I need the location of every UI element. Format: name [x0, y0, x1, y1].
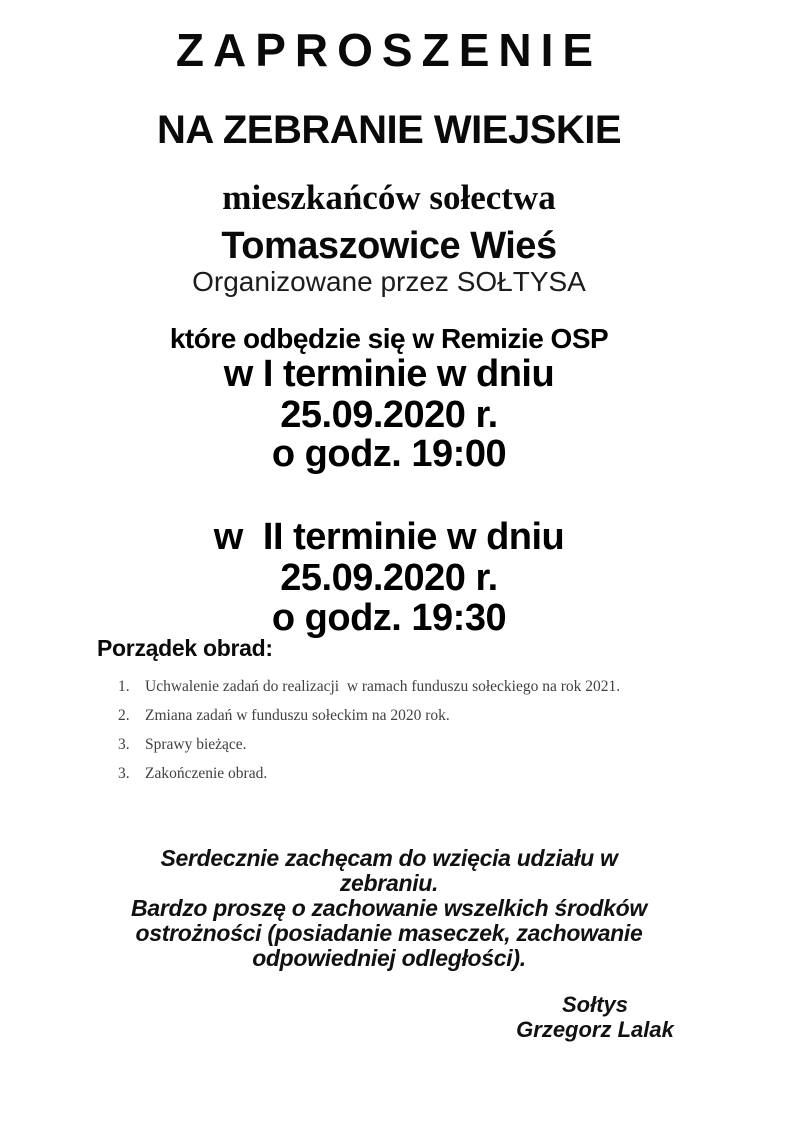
- closing-line: odpowiedniej odległości).: [252, 945, 526, 971]
- agenda-item-number: 3.: [118, 736, 130, 753]
- agenda-item-number: 2.: [118, 707, 130, 724]
- second-term-intro: w II terminie w dniu: [213, 516, 565, 558]
- closing-line: zebraniu.: [339, 870, 439, 896]
- second-term-time: o godz. 19:30: [271, 597, 507, 639]
- organizer-line: Organizowane przez SOŁTYSA: [192, 266, 586, 297]
- village-name: Tomaszowice Wieś: [221, 225, 557, 267]
- agenda-item-number: 3.: [118, 765, 130, 782]
- document-title: ZAPROSZENIE: [175, 24, 603, 76]
- agenda-item-text: Zakończenie obrad.: [145, 765, 268, 782]
- closing-line: ostrożności (posiadanie maseczek, zachowanie: [135, 920, 643, 946]
- closing-line: Bardzo proszę o zachowanie wszelkich środków: [131, 895, 647, 921]
- second-term-date: 25.09.2020 r.: [280, 557, 498, 599]
- agenda-list: [118, 678, 718, 794]
- agenda-item-text: Zmiana zadań w funduszu sołeckim na 2020 rok.: [145, 707, 450, 724]
- first-term-time: o godz. 19:00: [271, 433, 507, 475]
- agenda-item-number: 1.: [118, 678, 130, 695]
- agenda-item: [118, 736, 718, 754]
- closing-line: Serdecznie zachęcam do wzięcia udziału w: [160, 845, 618, 871]
- signature-role: Sołtys: [561, 992, 629, 1017]
- agenda-item: [118, 765, 718, 783]
- signature-name: Grzegorz Lalak: [516, 1017, 674, 1042]
- residents-line: mieszkańców sołectwa: [222, 178, 556, 217]
- venue-line: które odbędzie się w Remizie OSP: [169, 323, 609, 354]
- closing-paragraph: [0, 846, 778, 971]
- agenda-item-text: Uchwalenie zadań do realizacji w ramach funduszu sołeckiego na rok 2021.: [145, 678, 621, 695]
- first-term-date: 25.09.2020 r.: [280, 394, 498, 436]
- document-subtitle: NA ZEBRANIE WIEJSKIE: [156, 108, 622, 152]
- agenda-item: [118, 678, 718, 696]
- agenda-heading: Porządek obrad:: [97, 635, 273, 661]
- agenda-item: [118, 707, 718, 725]
- signature-block: [465, 992, 725, 1042]
- first-term-intro: w I terminie w dniu: [223, 353, 555, 395]
- agenda-item-text: Sprawy bieżące.: [145, 736, 247, 753]
